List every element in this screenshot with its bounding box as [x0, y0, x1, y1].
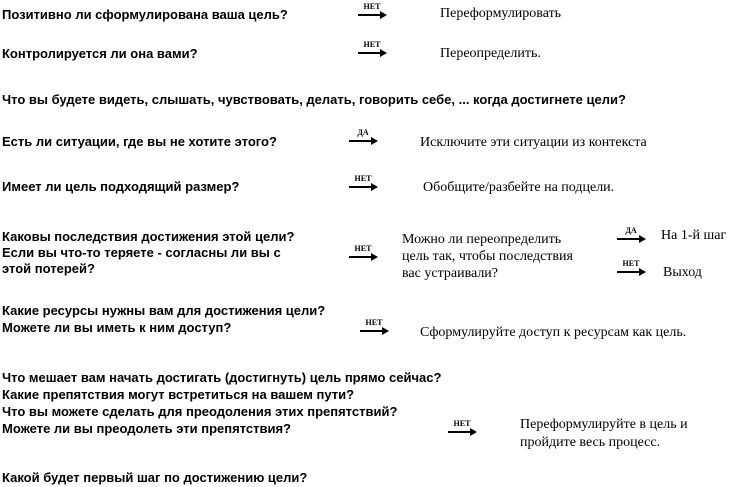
- action-resource-access-goal: Сформулируйте доступ к ресурсам как цель.: [420, 325, 687, 340]
- right-arrow-icon: [358, 49, 388, 57]
- question-evidence: Что вы будете видеть, слышать, чувствовать, делать, говорить себе, ... когда достигнете цели?: [2, 92, 626, 107]
- action-reformulate: Переформулировать: [440, 6, 562, 21]
- question-controlled: Контролируется ли она вами?: [2, 46, 198, 61]
- question-unwanted-situations: Есть ли ситуации, где вы не хотите этого?: [2, 134, 277, 149]
- answer-label: НЕТ: [453, 419, 471, 428]
- action-exclude-situations: Исключите эти ситуации из контекста: [420, 135, 647, 150]
- right-arrow-icon: [349, 253, 379, 261]
- right-arrow-icon: [448, 428, 478, 436]
- answer-label: НЕТ: [354, 174, 372, 183]
- answer-label: ДА: [357, 128, 369, 137]
- question-resources-line-2: Можете ли вы иметь к ним доступ?: [2, 320, 232, 335]
- question-obstacles-line-2: Какие препятствия могут встретиться на вашем пути?: [2, 387, 355, 402]
- question-consequences-line-1: Каковы последствия достижения этой цели?: [2, 229, 295, 244]
- arrow-no-6: [360, 318, 390, 336]
- right-arrow-icon: [358, 11, 388, 19]
- right-arrow-icon: [349, 183, 379, 191]
- arrow-no-4: [349, 244, 379, 262]
- right-arrow-icon: [617, 235, 647, 243]
- question-goal-size: Имеет ли цель подходящий размер?: [2, 179, 240, 194]
- action-reformulate-process-line-1: Переформулируйте в цель и: [520, 417, 688, 432]
- arrow-no-1: [358, 2, 388, 20]
- answer-label: НЕТ: [365, 318, 383, 327]
- right-arrow-icon: [617, 268, 647, 276]
- action-generalize-split: Обобщите/разбейте на подцели.: [423, 180, 615, 195]
- arrow-no-5: [617, 259, 647, 277]
- action-reformulate-process-line-2: пройдите весь процесс.: [520, 435, 661, 450]
- answer-label: ДА: [625, 226, 637, 235]
- question-resources-line-1: Какие ресурсы нужны вам для достижения цели?: [2, 303, 326, 318]
- answer-label: НЕТ: [622, 259, 640, 268]
- question-consequences-line-2: Если вы что-то теряете - согласны ли вы с: [2, 245, 281, 260]
- answer-label: НЕТ: [363, 2, 381, 11]
- question-obstacles-line-4: Можете ли вы преодолеть эти препятствия?: [2, 421, 291, 436]
- right-arrow-icon: [349, 137, 379, 145]
- arrow-yes-1: [349, 128, 379, 146]
- answer-label: НЕТ: [363, 40, 381, 49]
- arrow-no-2: [358, 40, 388, 58]
- question-consequences-line-3: этой потерей?: [2, 261, 95, 276]
- action-to-step-one: На 1-й шаг: [661, 228, 727, 243]
- action-redefine-consequences-line-1: Можно ли переопределить: [402, 232, 562, 247]
- action-exit: Выход: [663, 265, 702, 280]
- arrow-yes-2: [617, 226, 647, 244]
- question-first-step: Какой будет первый шаг по достижению цели?: [2, 470, 308, 485]
- action-redefine-consequences-line-3: вас устраивали?: [402, 266, 499, 281]
- question-obstacles-line-3: Что вы можете сделать для преодоления этих препятствий?: [2, 404, 398, 419]
- question-positive-goal: Позитивно ли сформулирована ваша цель?: [2, 7, 288, 22]
- action-redefine-consequences-line-2: цель так, чтобы последствия: [402, 249, 573, 264]
- question-obstacles-line-1: Что мешает вам начать достигать (достигнуть) цель прямо сейчас?: [2, 370, 442, 385]
- arrow-no-7: [448, 419, 478, 437]
- right-arrow-icon: [360, 327, 390, 335]
- answer-label: НЕТ: [354, 244, 372, 253]
- arrow-no-3: [349, 174, 379, 192]
- action-redefine: Переопределить.: [440, 46, 541, 61]
